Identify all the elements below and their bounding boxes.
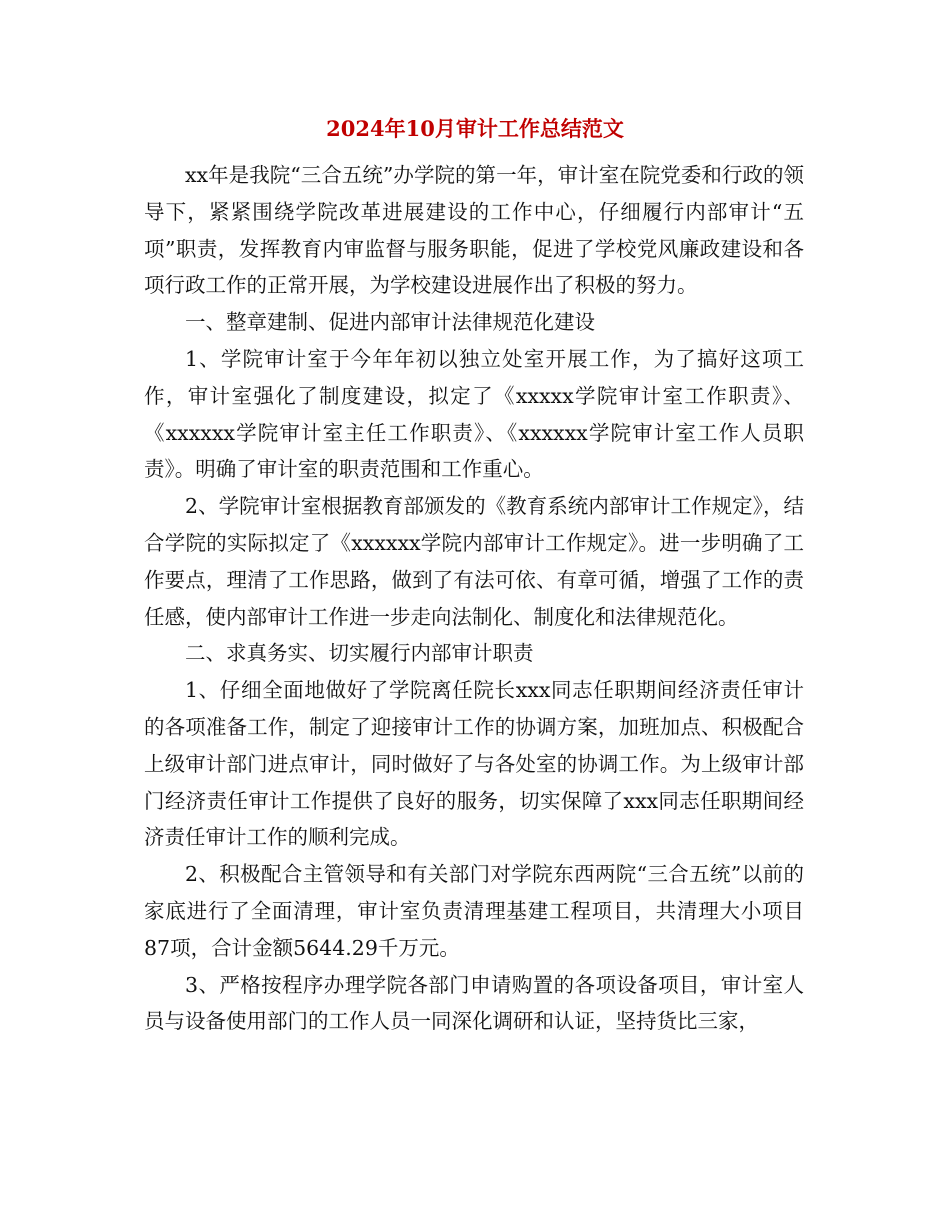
paragraph-2-1: 1、仔细全面地做好了学院离任院长xxx同志任职期间经济责任审计的各项准备工作，制定了迎接审计工作的协调方案，加班加点、积极配合上级审计部门进点审计，同时做好了与各处室的协调工作。为上级审计部门经济责任审计工作提供了良好的服务，切实保障了xxx同志任职期间经济责任审计工作的顺利完成。 [144,678,804,850]
document-body [144,157,804,1040]
document-title: 2024年10月审计工作总结范文 [326,116,624,141]
paragraph-2-3: 3、严格按程序办理学院各部门申请购置的各项设备项目，审计室人员与设备使用部门的工作人员一同深化调研和认证，坚持货比三家， [144,972,804,1034]
section-heading-1: 一、整章建制、促进内部审计法律规范化建设 [185,310,595,335]
paragraph-intro: xx年是我院“三合五统”办学院的第一年，审计室在院党委和行政的领导下，紧紧围绕学院改革进展建设的工作中心，仔细履行内部审计“五项”职责，发挥教育内审监督与服务职能，促进了学校党风廉政建设和各项行政工作的正常开展，为学校建设进展作出了积极的努力。 [144,163,804,298]
paragraph-1-1: 1、学院审计室于今年年初以独立处室开展工作，为了搞好这项工作，审计室强化了制度建设，拟定了《xxxxx学院审计室工作职责》、《xxxxxx学院审计室主任工作职责》、《xxxxxx学院审计室工作人员职责》。明确了审计室的职责范围和工作重心。 [144,346,804,482]
paragraph-2-2: 2、积极配合主管领导和有关部门对学院东西两院“三合五统”以前的家底进行了全面清理，审计室负责清理基建工程项目，共清理大小项目87项，合计金额5644.29千万元。 [144,862,804,960]
paragraph-1-2: 2、学院审计室根据教育部颁发的《教育系统内部审计工作规定》，结合学院的实际拟定了《xxxxxx学院内部审计工作规定》。进一步明确了工作要点，理清了工作思路，做到了有法可依、有章可循，增强了工作的责任感，使内部审计工作进一步走向法制化、制度化和法律规范化。 [144,494,804,629]
section-heading-2: 二、求真务实、切实履行内部审计职责 [185,641,534,666]
